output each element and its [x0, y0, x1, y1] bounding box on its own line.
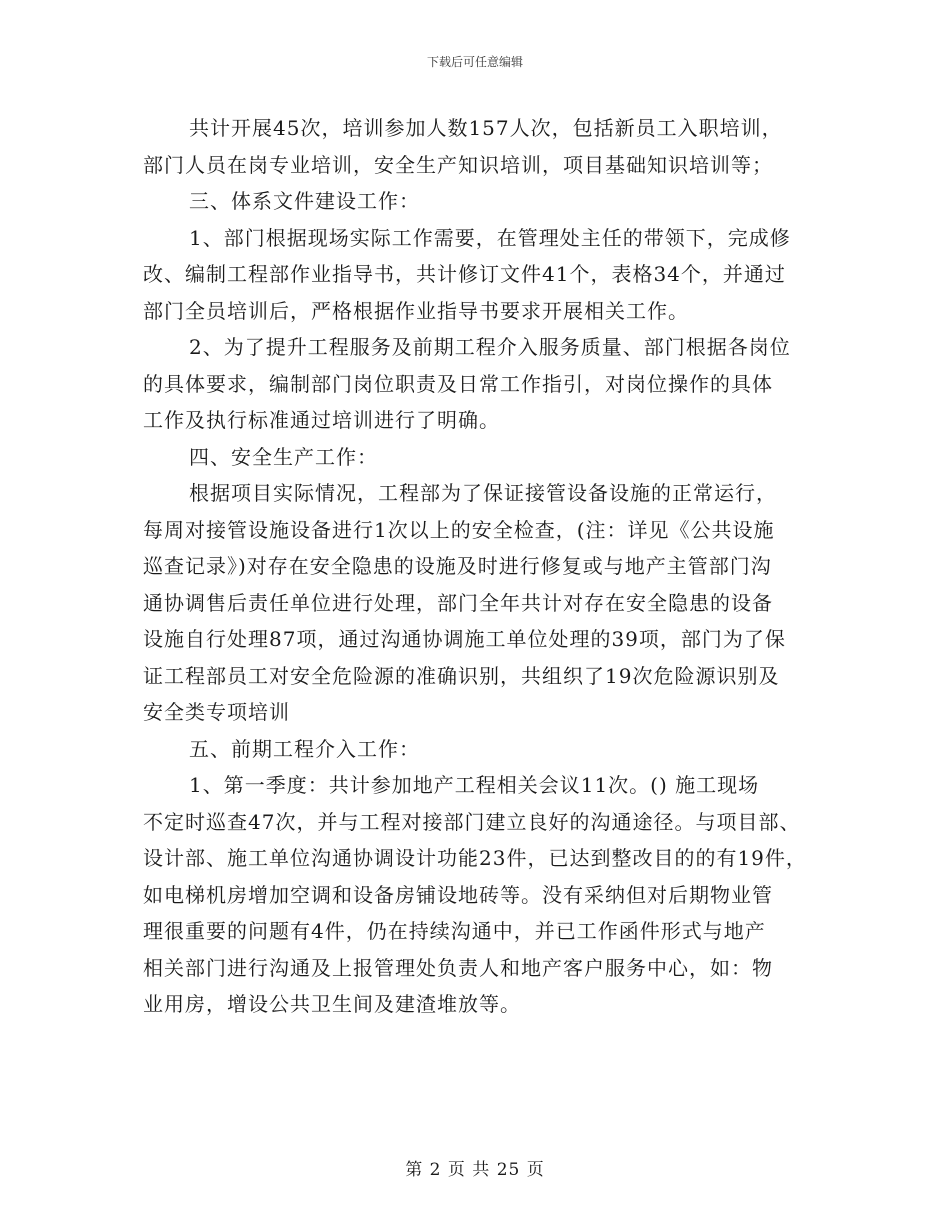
text-line: 设施自行处理87项，通过沟通协调施工单位处理的39项，部门为了保 [143, 627, 786, 651]
section-heading: 三、体系文件建设工作： [189, 189, 420, 213]
text-line: 安全类专项培训 [143, 700, 290, 724]
text-line: 根据项目实际情况，工程部为了保证接管设备设施的正常运行， [189, 481, 777, 505]
document-body [143, 110, 833, 1023]
text-line: 通协调售后责任单位进行处理，部门全年共计对存在安全隐患的设备 [143, 590, 773, 615]
text-line: 巡查记录》)对存在安全隐患的设施及时进行修复或与地产主管部门沟 [143, 554, 772, 578]
text-line: 的具体要求，编制部门岗位职责及日常工作指引，对岗位操作的具体 [143, 371, 773, 396]
text-line: 部门全员培训后，严格根据作业指导书要求开展相关工作。 [143, 298, 689, 323]
text-line: 业用房，增设公共卫生间及建渣堆放等。 [143, 992, 521, 1016]
text-line: 2、为了提升工程服务及前期工程介入服务质量、部门根据各岗位 [189, 335, 791, 359]
page-header: 下载后可任意编辑 [426, 55, 523, 69]
text-line: 工作及执行标准通过培训进行了明确。 [143, 408, 500, 432]
text-line: 共计开展45次，培训参加人数157人次，包括新员工入职培训， [189, 116, 783, 140]
text-line: 1、第一季度：共计参加地产工程相关会议11次。() 施工现场 [189, 773, 760, 797]
section-heading: 五、前期工程介入工作： [189, 736, 420, 761]
text-line: 相关部门进行沟通及上报管理处负责人和地产客户服务中心，如：物 [143, 955, 773, 980]
text-line: 证工程部员工对安全危险源的准确识别，共组织了19次危险源识别及 [143, 663, 780, 688]
text-line: 理很重要的问题有4件，仍在持续沟通中，并已工作函件形式与地产 [143, 919, 766, 943]
text-line: 部门人员在岗专业培训，安全生产知识培训，项目基础知识培训等； [143, 152, 773, 177]
text-line: 如电梯机房增加空调和设备房铺设地砖等。没有采纳但对后期物业管 [143, 882, 773, 907]
page-number-footer: 第 2 页 共 25 页 [405, 1160, 545, 1180]
text-line: 设计部、施工单位沟通协调设计功能23件，已达到整改目的的有19件， [143, 846, 807, 870]
text-line: 每周对接管设施设备进行1次以上的安全检查，(注：详见《公共设施 [143, 517, 775, 542]
text-line: 不定时巡查47次，并与工程对接部门建立良好的沟通途径。与项目部、 [143, 809, 801, 834]
text-line: 1、部门根据现场实际工作需要，在管理处主任的带领下，完成修 [189, 225, 791, 250]
section-heading: 四、安全生产工作： [189, 444, 378, 469]
text-line: 改、编制工程部作业指导书，共计修订文件41个，表格34个，并通过 [143, 262, 786, 286]
